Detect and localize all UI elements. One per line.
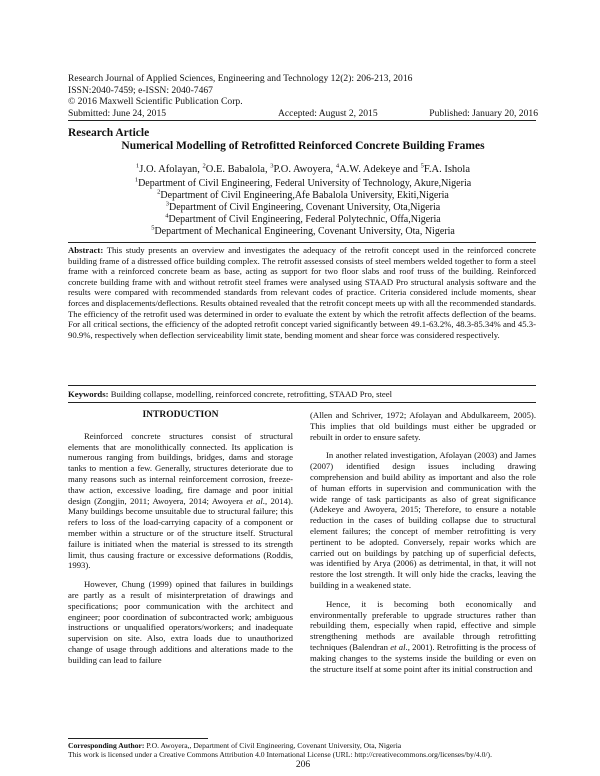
keywords-text: Building collapse, modelling, reinforced concrete, retrofitting, STAAD Pro, steel [108,389,393,399]
journal-issn: ISSN:2040-7459; e-ISSN: 2040-7467 [68,84,213,96]
left-column [68,410,293,674]
keywords [68,389,536,399]
section-heading-introduction: INTRODUCTION [142,410,219,420]
footnote-rule [68,738,208,739]
corresponding-text: P.O. Awoyera,, Department of Civil Engineering, Covenant University, Ota, Nigeria [144,741,402,750]
affiliation-1: $^1$Department of Civil Engineering, Federal University of Technology, Akure,Nigeria [134,176,472,189]
abstract-top-rule [68,242,536,243]
affiliation-5: $^5$Department of Mechanical Engineering, Covenant University, Ota, Nigeria [151,224,455,237]
page-number: 206 [295,760,311,770]
affiliation-2: $^2$Department of Civil Engineering,Afe Babalola University, Ekiti,Nigeria [157,188,449,201]
abstract-label: Abstract: [68,245,104,255]
license-note: This work is licensed under a Creative Commons Attribution 4.0 International License (URL: http://creativecommons.org/licenses/by/4.0/). [68,750,492,759]
affiliation-4: $^4$Department of Civil Engineering, Federal Polytechnic, Offa,Nigeria [165,212,441,225]
author-3: $^3$P.O. Awoyera, [270,162,336,175]
author-list [68,164,538,175]
dates-row [68,108,538,119]
article-type: Research Article [68,127,150,139]
article-title: Numerical Modelling of Retrofitted Reinforced Concrete Building Frames [121,140,485,152]
right-paragraph-2: Hence, it is becoming both economically and environmentally preferable to upgrade structures rather than rebuilding them, especially when rapid, effective and simple strengthening methods are available through retrofitting techniques (Balendran et al., 2001). Retrofitting is the process of making changes to the systems inside the building or even on the structure itself at some point after its initial construction and [310,598,536,674]
author-2: $^2$O.E. Babalola, [202,162,271,175]
keywords-label: Keywords: [68,389,109,399]
journal-copyright: © 2016 Maxwell Scientific Publication Corp. [68,96,243,108]
submitted-date: Submitted: June 24, 2015 [68,108,167,119]
corresponding-author [68,741,538,750]
affiliations [68,178,538,238]
abstract-bottom-rule [68,385,536,386]
intro-paragraph-1: Reinforced concrete structures consist of structural elements that are monolithically connected. Its application is numerous ranging from buildings, bridges, dams and storage tanks to mention a few. Generally, structures deteriorate due to many reasons such as internal reinforcement corrosion, freeze-thaw action, excessive loading, fire damage and poor initial design (Zongjin, 2011; Awoyera, 2014; Awoyera et al., 2014). Many buildings become unsuitable due to structural failure; this refers to loss of the load-carrying capacity of a component or member within a structure or of the structure itself. Structural failure is initiated when the material is stressed to its strength limit, thus causing fracture or excessive deformations (Roddis, 1993). [68,430,293,571]
right-column [310,410,536,682]
author-4: $^4$A.W. Adekeye and [335,162,421,175]
keywords-rule [68,402,536,403]
journal-header [68,73,538,108]
header-rule [68,120,536,121]
journal-citation: Research Journal of Applied Sciences, Engineering and Technology 12(2): 206-213, 2016 [68,73,413,84]
abstract-text: This study presents an overview and investigates the adequacy of the retrofit concept used in the reinforced concrete building frame of a distressed office building complex. The retrofit assessed consists of steel members welded together to form a steel frame with a reinforced concrete beam as base, acting as support for two floor slabs and roof truss of the building. Reinforced concrete building frame with and without retrofit steel frames were analysed using STAAD Pro structural analysis software and the results were compared with recommended standards from relevant codes of practice. Criteria considered include moments, shear forces and displacements/deflections. Results obtained revealed that the retrofit concept meets up with all the recommended standards. The efficiency of the retrofit used was determined in order to evaluate the extent by which the retrofit affects deflection of the beams. For all critical sections, the efficiency of the adopted retrofit concept varied significantly between 49.1-63.2%, 48.3-85.34% and 45.3-90.9%, respectively when deflection serviceability limit state, bending moment and shear force was considered respectively. [68,245,537,340]
accepted-date: Accepted: August 2, 2015 [278,108,378,119]
right-paragraph-1: In another related investigation, Afolayan (2003) and James (2007) identified design issues including drawing comprehension and build ability as important and also the role of human efforts in supervision and communication with the wide range of task participants as also of great significance (Adekeye and Awoyera, 2015; Therefore, to ensure a notable reduction in the cases of building collapse due to structural element failures; the concept of member retrofitting is very pertinent to be adopted. Conversely, repair works which are carried out on buildings by patching up of superficial defects, was identified by Arya (2006) as detrimental, in that, it will not restore the lost strength. It will only hide the cracks, leaving the building in a weakened state. [310,450,536,590]
published-date: Published: January 20, 2016 [429,108,538,119]
affiliation-3: $^3$Department of Civil Engineering, Covenant University, Ota,Nigeria [165,200,441,213]
author-5: $^5$F.A. Ishola [420,162,470,175]
author-1: $^1$J.O. Afolayan, [135,162,203,175]
intro-paragraph-2: However, Chung (1999) opined that failures in buildings are partly as a result of misinterpretation of drawings and specifications; poor communication with the architect and engineer; poor coordination of subcontracted work; ambiguous instructions or unqualified operators/workers; and inadequate supervision on site. Also, extra loads due to unauthorized change of usage through additions and alterations made to the building can lead to failure [68,579,293,665]
abstract [68,245,536,340]
right-paragraph-0: (Allen and Schriver, 1972; Afolayan and Abdulkareem, 2005). This implies that old buildings must either be upgraded or rebuilt in order to ensure safety. [310,410,536,442]
corresponding-label: Corresponding Author: [68,741,145,750]
